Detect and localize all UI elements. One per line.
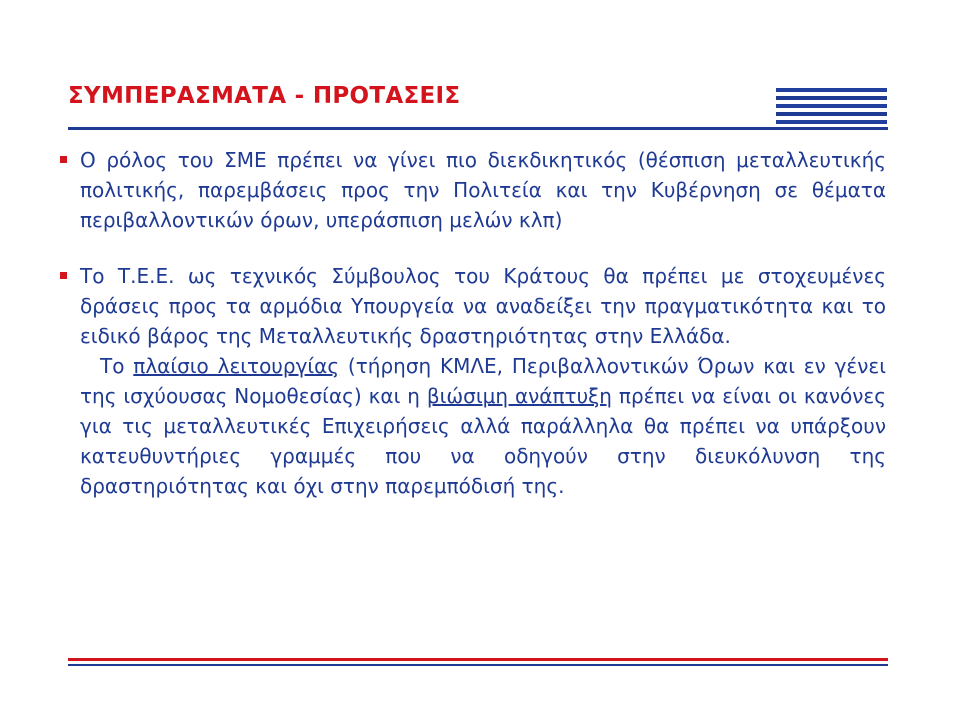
footer-divider-blue	[68, 664, 888, 666]
underlined-term: πλαίσιο λειτουργίας	[133, 354, 340, 378]
paragraph-text: πρέπει να είναι οι κανόνες για τις μεταλλευτικές Επιχειρήσεις αλλά παράλληλα θα πρέπει να υπάρξουν κατευθυντήριες γραμμές που να οδηγούν στην διευκόλυνση της δραστηριότητας και όχι στην παρεμπόδισή της.	[80, 384, 886, 498]
footer-divider-red	[68, 658, 888, 661]
paragraph-text: (τήρηση ΚΜΛΕ, Περιβαλλοντικών Όρων και εν γένει της ισχύουσας Νομοθεσίας) και η	[80, 354, 886, 408]
title-divider	[68, 127, 888, 130]
slide-body	[80, 145, 886, 501]
square-bullet-icon	[60, 156, 67, 163]
bullet-text: Το Τ.Ε.Ε. ως τεχνικός Σύμβουλος του Κράτους θα πρέπει με στοχευμένες δράσεις προς τα αρμόδια Υπουργεία να αναδείξει την πραγματικότητα και το ειδικό βάρος της Μεταλλευτικής δραστηριότητας στην Ελλάδα.	[80, 264, 886, 348]
bullet-text: Ο ρόλος του ΣΜΕ πρέπει να γίνει πιο διεκδικητικός (θέσπιση μεταλλευτικής πολιτικής, παρεμβάσεις προς την Πολιτεία και την Κυβέρνηση σε θέματα περιβαλλοντικών όρων, υπεράσπιση μελών κλπ)	[80, 148, 886, 232]
stripe	[776, 96, 887, 100]
stripe	[776, 112, 887, 116]
underlined-term: βιώσιμη ανάπτυξη	[426, 384, 612, 408]
bullet-item	[80, 145, 886, 235]
stripe	[776, 120, 887, 124]
slide-title: ΣΥΜΠΕΡΑΣΜΑΤΑ - ΠΡΟΤΑΣΕΙΣ	[68, 83, 461, 109]
square-bullet-icon	[60, 272, 67, 279]
paragraph	[80, 351, 886, 501]
paragraph-text: Το	[100, 354, 134, 378]
stripe	[776, 104, 887, 108]
decorative-stripes	[776, 88, 887, 128]
stripe	[776, 88, 887, 92]
bullet-item	[80, 261, 886, 351]
